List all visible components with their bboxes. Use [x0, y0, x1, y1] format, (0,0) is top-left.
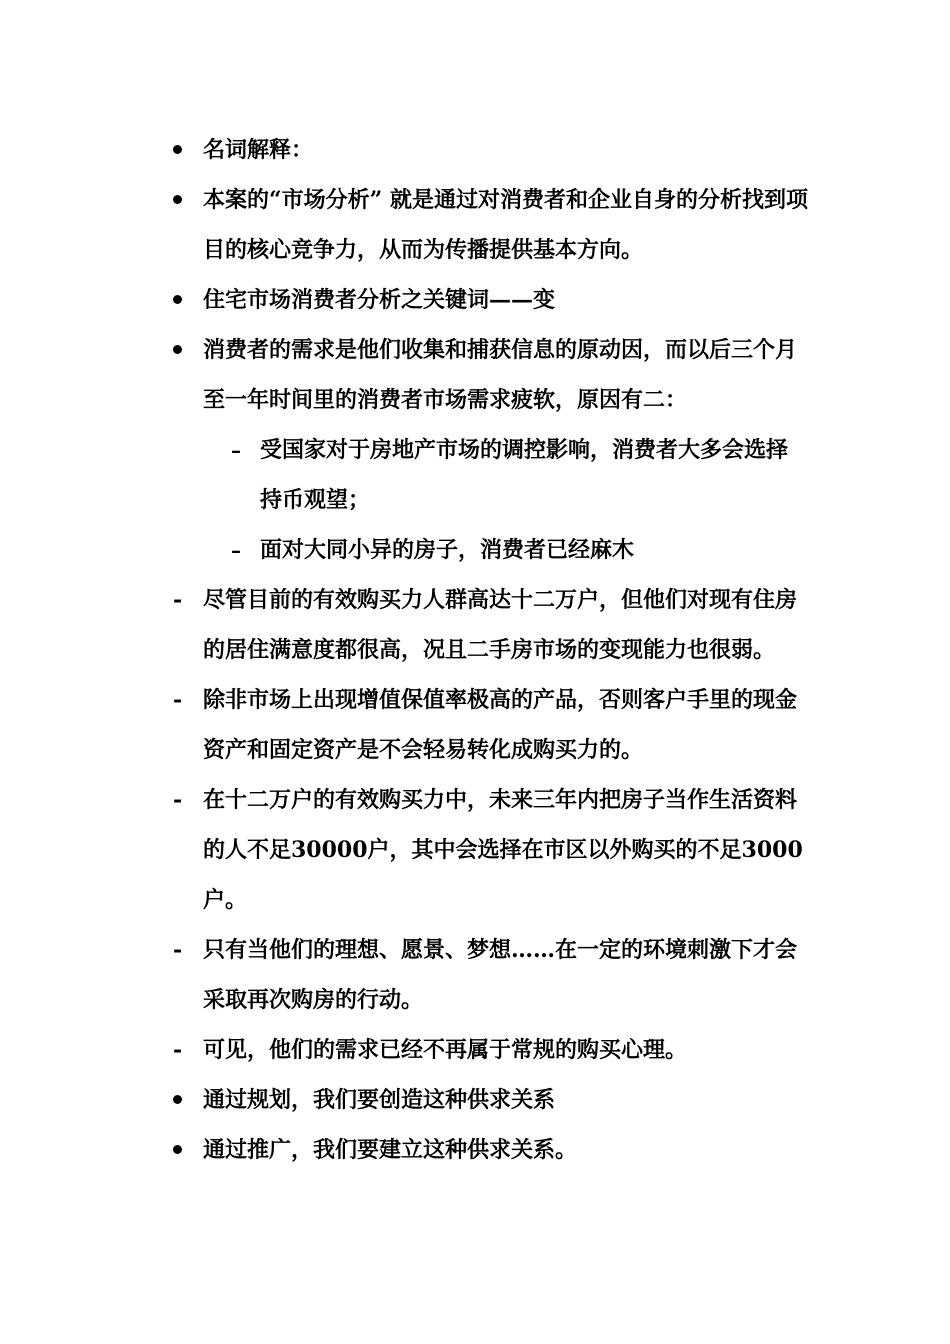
list-item-12	[0, 1125, 808, 1175]
list-item-text: 通过规划，我们要创造这种供求关系	[203, 1087, 556, 1113]
list-item-6	[0, 575, 808, 675]
dash-marker: -	[173, 1037, 183, 1063]
list-item-text: 可见，他们的需求已经不再属于常规的购买心理。	[203, 1037, 688, 1063]
list-item-text: 消费者的需求是他们收集和捕获信息的原动因，而以后三个月至一年时间里的消费者市场需求疲软，原因有二：	[203, 337, 798, 413]
dash-marker: –	[231, 438, 241, 462]
list-item-1	[0, 175, 808, 275]
dash-marker: -	[173, 687, 183, 713]
list-item-3	[0, 325, 808, 425]
list-item-text: 尽管目前的有效购买力人群高达十二万户，但他们对现有住房的居住满意度都很高，况且二手房市场的变现能力也很弱。	[203, 587, 798, 663]
list-item-11	[0, 1075, 808, 1125]
bullet-marker	[173, 1075, 182, 1125]
list-item-text: 在十二万户的有效购买力中，未来三年内把房子当作生活资料的人不足30000户，其中会选择在市区以外购买的不足3000户。	[203, 787, 803, 913]
dash-marker: -	[173, 587, 183, 613]
list-item-7	[0, 675, 808, 775]
dash-marker: –	[231, 538, 241, 562]
list-item-text: 除非市场上出现增值保值率极高的产品，否则客户手里的现金资产和固定资产是不会轻易转化成购买力的。	[203, 687, 798, 763]
list-item-text: 住宅市场消费者分析之关键词——变	[203, 287, 556, 313]
list-item-text: 通过推广，我们要建立这种供求关系。	[203, 1137, 578, 1163]
list-item-8	[0, 775, 808, 925]
list-item-text: 本案的“市场分析” 就是通过对消费者和企业自身的分析找到项目的核心竞争力，从而为传播提供基本方向。	[203, 187, 808, 263]
bullet-marker	[173, 175, 182, 225]
dash-marker: -	[173, 937, 183, 963]
list-item-2	[0, 275, 808, 325]
bullet-marker	[173, 275, 182, 325]
list-item-10	[0, 1025, 808, 1075]
list-item-5	[0, 525, 808, 575]
bullet-marker	[173, 125, 182, 175]
bullet-marker	[173, 325, 182, 375]
list-item-text: 受国家对于房地产市场的调控影响，消费者大多会选择持币观望；	[260, 437, 789, 513]
dash-marker: -	[173, 787, 183, 813]
bullet-marker	[173, 1125, 182, 1175]
list-item-9	[0, 925, 808, 1025]
list-item-text: 只有当他们的理想、愿景、梦想……在一定的环境刺激下才会采取再次购房的行动。	[203, 937, 798, 1013]
list-item-text: 名词解释：	[203, 137, 314, 163]
list-item-0	[0, 125, 808, 175]
list-item-text: 面对大同小异的房子，消费者已经麻木	[260, 537, 635, 563]
document-page	[0, 125, 950, 1175]
list-item-4	[0, 425, 808, 525]
